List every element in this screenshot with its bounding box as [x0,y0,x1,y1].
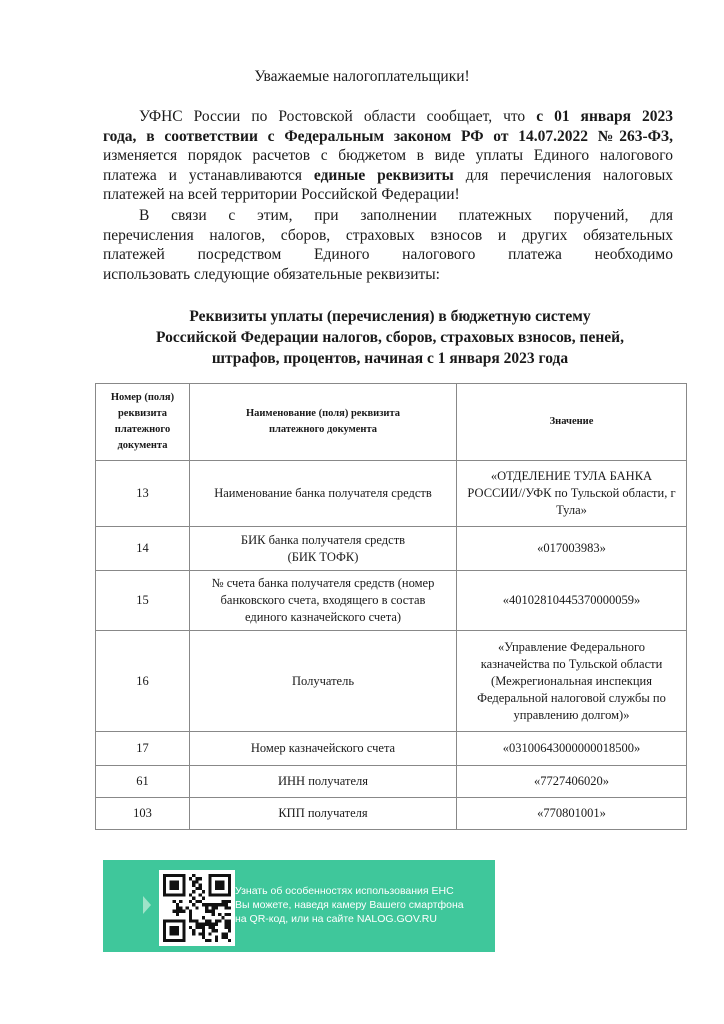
table-row: 13 Наименование банка получателя средств «ОТДЕЛЕНИЕ ТУЛА БАНКА РОССИИ//УФК по Тульской области, г Тула» [96,461,687,527]
table-heading: Реквизиты уплаты (перечисления) в бюджетную систему Российской Федерации налогов, сборов, страховых взносов, пеней, штрафов, процентов, начиная с 1 января 2023 года [156,308,624,367]
intro-paragraph: УФНС России по Ростовской области сообщает, что с 01 января 2023 года, в соответствии с Федеральным законом РФ от 14.07.2022 №263-ФЗ, изменяется порядок расчетов с бюджетом в виде уплаты Единого налогового платежа и устанавливаются единые реквизиты для перечисления налоговых платежей на всей территории Российской Федерации! [103,108,674,203]
qr-code-icon[interactable] [159,870,235,946]
greeting: Уважаемые налогоплательщики! [254,68,470,85]
table-row: 16 Получатель «Управление Федерального казначейства по Тульской области (Межрегиональная инспекция Федеральной налоговой службы по управлению долгом)» [96,631,687,732]
header-name: Наименование (поля) реквизита платежного документа [190,384,457,461]
header-number: Номер (поля) реквизита платежного документа [96,384,190,461]
requisites-paragraph: В связи с этим, при заполнении платежных поручений, для перечисления налогов, сборов, страховых взносов и других обязательных платежей посредством Единого налогового платежа необходимо использовать следующие обязательные реквизиты: [103,207,673,283]
table-row: 103 КПП получателя «770801001» [96,798,687,830]
arrow-right-icon [143,896,151,914]
banner-text: Узнать об особенностях использования ЕНС Вы можете, наведя камеру Вашего смартфона на QR-код, или на сайте NALOG.GOV.RU [235,885,464,925]
header-value: Значение [457,384,687,461]
ens-info-banner[interactable] [103,860,495,952]
table-row: 61 ИНН получателя «7727406020» [96,766,687,798]
requisites-table [95,383,687,830]
table-row: 15 № счета банка получателя средств (номер банковского счета, входящего в состав единого казначейского счета) «40102810445370000059» [96,571,687,631]
table-row: 14 БИК банка получателя средств (БИК ТОФК) «017003983» [96,527,687,571]
table-row: 17 Номер казначейского счета «03100643000000018500» [96,732,687,766]
